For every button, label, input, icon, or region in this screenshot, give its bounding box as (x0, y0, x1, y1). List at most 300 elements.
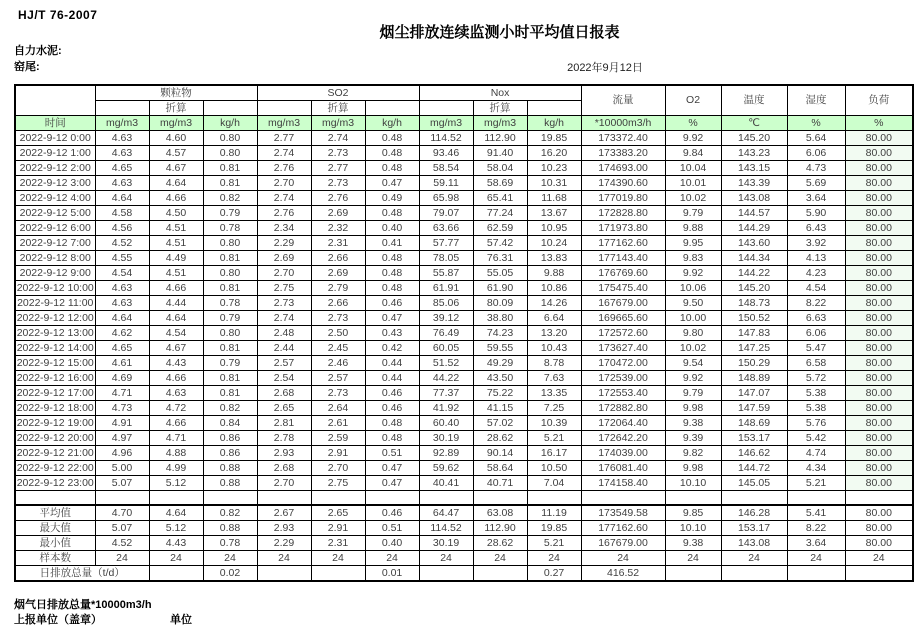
summary-value: 64.47 (419, 505, 473, 521)
value-cell: 171973.80 (581, 221, 665, 236)
value-cell: 0.48 (365, 131, 419, 146)
value-cell: 59.62 (419, 461, 473, 476)
value-cell: 2.44 (257, 341, 311, 356)
value-cell: 80.00 (845, 476, 913, 491)
table-row (15, 191, 913, 206)
spacer-cell (15, 491, 95, 506)
table-row (15, 446, 913, 461)
value-cell: 80.00 (845, 416, 913, 431)
summary-value: 19.85 (527, 521, 581, 536)
value-cell: 6.58 (787, 356, 845, 371)
daily-total-value: 0.01 (365, 566, 419, 582)
unit-header: mg/m3 (95, 116, 149, 131)
time-header-spacer (15, 85, 95, 116)
value-cell: 4.66 (149, 416, 203, 431)
value-cell: 0.48 (365, 416, 419, 431)
value-cell: 4.71 (95, 386, 149, 401)
time-cell: 2022-9-12 4:00 (15, 191, 95, 206)
value-cell: 169665.60 (581, 311, 665, 326)
value-cell: 143.60 (721, 236, 787, 251)
value-cell: 4.54 (787, 281, 845, 296)
summary-label: 最小值 (15, 536, 95, 551)
summary-value: 8.22 (787, 521, 845, 536)
value-cell: 2.79 (311, 281, 365, 296)
value-cell: 80.00 (845, 191, 913, 206)
time-cell: 2022-9-12 5:00 (15, 206, 95, 221)
value-cell: 43.50 (473, 371, 527, 386)
value-cell: 4.52 (95, 236, 149, 251)
value-cell: 2.31 (311, 236, 365, 251)
value-cell: 6.06 (787, 146, 845, 161)
daily-total-label: 日排放总量（t/d） (15, 566, 149, 582)
value-cell: 177019.80 (581, 191, 665, 206)
value-cell: 172828.80 (581, 206, 665, 221)
time-cell: 2022-9-12 6:00 (15, 221, 95, 236)
summary-value: 4.43 (149, 536, 203, 551)
value-cell: 175475.40 (581, 281, 665, 296)
value-cell: 57.77 (419, 236, 473, 251)
value-cell: 2.34 (257, 221, 311, 236)
value-cell: 0.46 (365, 401, 419, 416)
summary-value: 80.00 (845, 505, 913, 521)
value-cell: 174039.00 (581, 446, 665, 461)
value-cell: 2.70 (257, 476, 311, 491)
value-cell: 0.44 (365, 356, 419, 371)
value-cell: 41.92 (419, 401, 473, 416)
time-cell: 2022-9-12 15:00 (16, 356, 94, 369)
time-cell: 2022-9-12 3:00 (15, 176, 95, 191)
value-cell: 0.82 (203, 191, 257, 206)
time-cell: 2022-9-12 12:00 (16, 311, 94, 324)
value-cell: 0.82 (203, 401, 257, 416)
table-row (15, 356, 913, 371)
value-cell: 177162.60 (581, 236, 665, 251)
value-cell: 167679.00 (581, 296, 665, 311)
value-cell: 4.71 (149, 431, 203, 446)
summary-value: 24 (665, 551, 721, 566)
daily-total-value (845, 566, 913, 582)
value-cell: 2.68 (257, 461, 311, 476)
table-row (15, 416, 913, 431)
value-cell: 4.54 (149, 326, 203, 341)
value-cell: 2.75 (257, 281, 311, 296)
time-cell: 2022-9-12 2:00 (15, 161, 95, 176)
table-row (15, 176, 913, 191)
value-cell: 2.69 (257, 251, 311, 266)
value-cell: 40.41 (419, 476, 473, 491)
value-cell: 10.04 (665, 161, 721, 176)
value-cell: 2.73 (311, 386, 365, 401)
summary-value: 0.40 (365, 536, 419, 551)
company-label: 自力水泥: (14, 45, 62, 57)
unit-header: *10000m3/h (581, 116, 665, 131)
table-row (15, 401, 913, 416)
value-cell: 13.67 (527, 206, 581, 221)
value-cell: 5.42 (787, 431, 845, 446)
table-row (15, 311, 913, 326)
value-cell: 170472.00 (581, 356, 665, 371)
group-header: 颗粒物 (95, 85, 257, 101)
value-cell: 4.34 (787, 461, 845, 476)
value-cell: 4.64 (149, 311, 203, 326)
summary-value: 2.65 (311, 505, 365, 521)
value-cell: 0.88 (203, 476, 257, 491)
time-cell: 2022-9-12 16:00 (16, 371, 94, 384)
value-cell: 78.05 (419, 251, 473, 266)
table-row (15, 266, 913, 281)
value-cell: 10.06 (665, 281, 721, 296)
value-cell: 0.48 (365, 161, 419, 176)
table-row (15, 326, 913, 341)
value-cell: 4.49 (149, 251, 203, 266)
value-cell: 4.62 (95, 326, 149, 341)
value-cell: 0.46 (365, 296, 419, 311)
value-cell: 10.24 (527, 236, 581, 251)
report-date: 2022年9月12日 (567, 62, 643, 74)
value-cell: 2.77 (311, 161, 365, 176)
value-cell: 0.84 (203, 416, 257, 431)
summary-label: 样本数 (15, 551, 95, 566)
value-cell: 59.55 (473, 341, 527, 356)
value-cell: 173383.20 (581, 146, 665, 161)
value-cell: 0.51 (365, 446, 419, 461)
time-cell: 2022-9-12 20:00 (16, 431, 94, 444)
table-row (15, 206, 913, 221)
value-cell: 62.59 (473, 221, 527, 236)
value-cell: 44.22 (419, 371, 473, 386)
value-cell: 9.84 (665, 146, 721, 161)
value-cell: 13.83 (527, 251, 581, 266)
value-cell: 28.62 (473, 431, 527, 446)
time-cell: 2022-9-12 19:00 (16, 416, 94, 429)
daily-total-value (665, 566, 721, 582)
value-cell: 143.39 (721, 176, 787, 191)
single-header: O2 (665, 85, 721, 116)
value-cell: 10.02 (665, 341, 721, 356)
table-row (15, 431, 913, 446)
value-cell: 148.69 (721, 416, 787, 431)
summary-value: 5.12 (149, 521, 203, 536)
value-cell: 2.76 (311, 191, 365, 206)
value-cell: 10.01 (665, 176, 721, 191)
value-cell: 145.05 (721, 476, 787, 491)
value-cell: 148.89 (721, 371, 787, 386)
spacer-cell (149, 491, 203, 506)
value-cell: 4.73 (95, 401, 149, 416)
summary-value: 24 (787, 551, 845, 566)
value-cell: 7.25 (527, 401, 581, 416)
value-cell: 0.48 (365, 146, 419, 161)
table-row (15, 251, 913, 266)
value-cell: 112.90 (473, 131, 527, 146)
value-cell: 90.14 (473, 446, 527, 461)
value-cell: 2.65 (257, 401, 311, 416)
converted-header: 折算 (149, 101, 203, 116)
value-cell: 79.07 (419, 206, 473, 221)
spacer-cell (665, 491, 721, 506)
time-cell: 2022-9-12 13:00 (16, 326, 94, 339)
value-cell: 4.65 (95, 341, 149, 356)
value-cell: 2.73 (311, 146, 365, 161)
value-cell: 4.73 (787, 161, 845, 176)
value-cell: 4.44 (149, 296, 203, 311)
value-cell: 4.64 (95, 311, 149, 326)
value-cell: 4.88 (149, 446, 203, 461)
value-cell: 80.00 (845, 251, 913, 266)
value-cell: 2.46 (311, 356, 365, 371)
value-cell: 80.00 (845, 206, 913, 221)
value-cell: 2.57 (311, 371, 365, 386)
value-cell: 58.54 (419, 161, 473, 176)
value-cell: 4.69 (95, 371, 149, 386)
value-cell: 2.77 (257, 131, 311, 146)
value-cell: 16.20 (527, 146, 581, 161)
converted-header: 折算 (473, 101, 527, 116)
value-cell: 9.38 (665, 416, 721, 431)
value-cell: 172882.80 (581, 401, 665, 416)
summary-value: 24 (581, 551, 665, 566)
spacer-cell (365, 491, 419, 506)
value-cell: 10.31 (527, 176, 581, 191)
value-cell: 4.64 (95, 191, 149, 206)
value-cell: 0.48 (365, 431, 419, 446)
value-cell: 0.79 (203, 356, 257, 371)
value-cell: 10.23 (527, 161, 581, 176)
value-cell: 176081.40 (581, 461, 665, 476)
summary-value: 10.10 (665, 521, 721, 536)
value-cell: 0.47 (365, 311, 419, 326)
value-cell: 4.67 (149, 341, 203, 356)
spacer-cell (581, 491, 665, 506)
value-cell: 3.92 (787, 236, 845, 251)
value-cell: 2.45 (311, 341, 365, 356)
value-cell: 10.50 (527, 461, 581, 476)
summary-row (15, 505, 913, 521)
value-cell: 2.69 (311, 206, 365, 221)
daily-total-value (473, 566, 527, 582)
value-cell: 92.89 (419, 446, 473, 461)
single-header: 负荷 (845, 85, 913, 116)
value-cell: 2.74 (311, 131, 365, 146)
value-cell: 11.68 (527, 191, 581, 206)
summary-value: 24 (149, 551, 203, 566)
value-cell: 4.51 (149, 221, 203, 236)
value-cell: 9.95 (665, 236, 721, 251)
value-cell: 0.42 (365, 341, 419, 356)
time-cell: 2022-9-12 10:00 (16, 281, 94, 294)
value-cell: 77.24 (473, 206, 527, 221)
value-cell: 13.20 (527, 326, 581, 341)
value-cell: 63.66 (419, 221, 473, 236)
value-cell: 144.57 (721, 206, 787, 221)
header-row-units (15, 116, 913, 131)
reporting-unit-seal-label: 上报单位（盖章） (14, 614, 102, 626)
value-cell: 2.74 (257, 311, 311, 326)
value-cell: 2.91 (311, 446, 365, 461)
sub-spacer (257, 101, 311, 116)
value-cell: 5.72 (787, 371, 845, 386)
value-cell: 0.80 (203, 326, 257, 341)
value-cell: 4.97 (95, 431, 149, 446)
summary-value: 143.08 (721, 536, 787, 551)
spacer-cell (311, 491, 365, 506)
value-cell: 0.81 (203, 161, 257, 176)
table-row (15, 221, 913, 236)
value-cell: 172539.00 (581, 371, 665, 386)
value-cell: 9.88 (665, 221, 721, 236)
value-cell: 0.40 (365, 221, 419, 236)
summary-value: 2.29 (257, 536, 311, 551)
value-cell: 9.39 (665, 431, 721, 446)
value-cell: 76.49 (419, 326, 473, 341)
value-cell: 76.31 (473, 251, 527, 266)
value-cell: 5.38 (787, 386, 845, 401)
summary-value: 167679.00 (581, 536, 665, 551)
value-cell: 4.63 (95, 131, 149, 146)
summary-value: 30.19 (419, 536, 473, 551)
summary-value: 112.90 (473, 521, 527, 536)
value-cell: 4.61 (95, 356, 149, 371)
value-cell: 0.47 (365, 176, 419, 191)
value-cell: 77.37 (419, 386, 473, 401)
value-cell: 10.95 (527, 221, 581, 236)
value-cell: 4.64 (149, 176, 203, 191)
value-cell: 74.23 (473, 326, 527, 341)
table-row (15, 386, 913, 401)
table-row (15, 131, 913, 146)
value-cell: 80.00 (845, 341, 913, 356)
value-cell: 2.81 (257, 416, 311, 431)
value-cell: 2.68 (257, 386, 311, 401)
value-cell: 2.29 (257, 236, 311, 251)
unit-header: kg/h (203, 116, 257, 131)
value-cell: 2.50 (311, 326, 365, 341)
value-cell: 4.63 (95, 176, 149, 191)
value-cell: 80.00 (845, 371, 913, 386)
value-cell: 0.41 (365, 236, 419, 251)
summary-value: 4.70 (95, 505, 149, 521)
value-cell: 80.00 (845, 161, 913, 176)
summary-value: 114.52 (419, 521, 473, 536)
value-cell: 61.90 (473, 281, 527, 296)
value-cell: 13.35 (527, 386, 581, 401)
summary-value: 24 (365, 551, 419, 566)
value-cell: 9.79 (665, 386, 721, 401)
summary-value: 2.67 (257, 505, 311, 521)
value-cell: 4.56 (95, 221, 149, 236)
value-cell: 2.70 (257, 266, 311, 281)
value-cell: 10.86 (527, 281, 581, 296)
sub-spacer (95, 101, 149, 116)
value-cell: 93.46 (419, 146, 473, 161)
value-cell: 143.23 (721, 146, 787, 161)
value-cell: 2.75 (311, 476, 365, 491)
value-cell: 80.00 (845, 326, 913, 341)
spacer-cell (473, 491, 527, 506)
value-cell: 4.55 (95, 251, 149, 266)
value-cell: 38.80 (473, 311, 527, 326)
spacer-cell (257, 491, 311, 506)
value-cell: 60.05 (419, 341, 473, 356)
table-row (15, 341, 913, 356)
value-cell: 0.80 (203, 146, 257, 161)
unit-header: mg/m3 (473, 116, 527, 131)
summary-value: 153.17 (721, 521, 787, 536)
value-cell: 4.43 (149, 356, 203, 371)
value-cell: 9.92 (665, 131, 721, 146)
value-cell: 0.48 (365, 206, 419, 221)
unit-header: mg/m3 (419, 116, 473, 131)
value-cell: 2.76 (257, 206, 311, 221)
value-cell: 114.52 (419, 131, 473, 146)
value-cell: 10.43 (527, 341, 581, 356)
value-cell: 4.74 (787, 446, 845, 461)
value-cell: 148.73 (721, 296, 787, 311)
group-header: SO2 (257, 85, 419, 101)
summary-value: 24 (473, 551, 527, 566)
spacer-cell (845, 491, 913, 506)
summary-value: 11.19 (527, 505, 581, 521)
time-cell: 2022-9-12 23:00 (16, 476, 94, 489)
value-cell: 5.47 (787, 341, 845, 356)
value-cell: 176769.60 (581, 266, 665, 281)
value-cell: 59.11 (419, 176, 473, 191)
value-cell: 172642.20 (581, 431, 665, 446)
value-cell: 144.29 (721, 221, 787, 236)
spacer-cell (203, 491, 257, 506)
value-cell: 4.63 (95, 146, 149, 161)
summary-value: 24 (721, 551, 787, 566)
value-cell: 143.15 (721, 161, 787, 176)
value-cell: 0.81 (203, 281, 257, 296)
summary-value: 9.85 (665, 505, 721, 521)
summary-value: 80.00 (845, 536, 913, 551)
value-cell: 4.63 (95, 296, 149, 311)
value-cell: 0.43 (365, 326, 419, 341)
value-cell: 2.70 (257, 176, 311, 191)
value-cell: 55.87 (419, 266, 473, 281)
value-cell: 4.66 (149, 371, 203, 386)
summary-value: 3.64 (787, 536, 845, 551)
value-cell: 2.73 (311, 311, 365, 326)
summary-value: 24 (419, 551, 473, 566)
value-cell: 5.38 (787, 401, 845, 416)
sub-spacer (419, 101, 473, 116)
daily-total-value (721, 566, 787, 582)
sub-spacer (365, 101, 419, 116)
value-cell: 39.12 (419, 311, 473, 326)
value-cell: 173372.40 (581, 131, 665, 146)
summary-value: 24 (311, 551, 365, 566)
value-cell: 80.00 (845, 401, 913, 416)
value-cell: 2.61 (311, 416, 365, 431)
value-cell: 6.64 (527, 311, 581, 326)
value-cell: 4.23 (787, 266, 845, 281)
value-cell: 9.92 (665, 266, 721, 281)
value-cell: 80.00 (845, 281, 913, 296)
table-row (15, 476, 913, 491)
value-cell: 4.51 (149, 266, 203, 281)
spacer-cell (787, 491, 845, 506)
value-cell: 0.80 (203, 266, 257, 281)
value-cell: 57.02 (473, 416, 527, 431)
value-cell: 10.00 (665, 311, 721, 326)
daily-total-value (787, 566, 845, 582)
value-cell: 5.69 (787, 176, 845, 191)
value-cell: 5.07 (95, 476, 149, 491)
value-cell: 51.52 (419, 356, 473, 371)
value-cell: 0.44 (365, 371, 419, 386)
